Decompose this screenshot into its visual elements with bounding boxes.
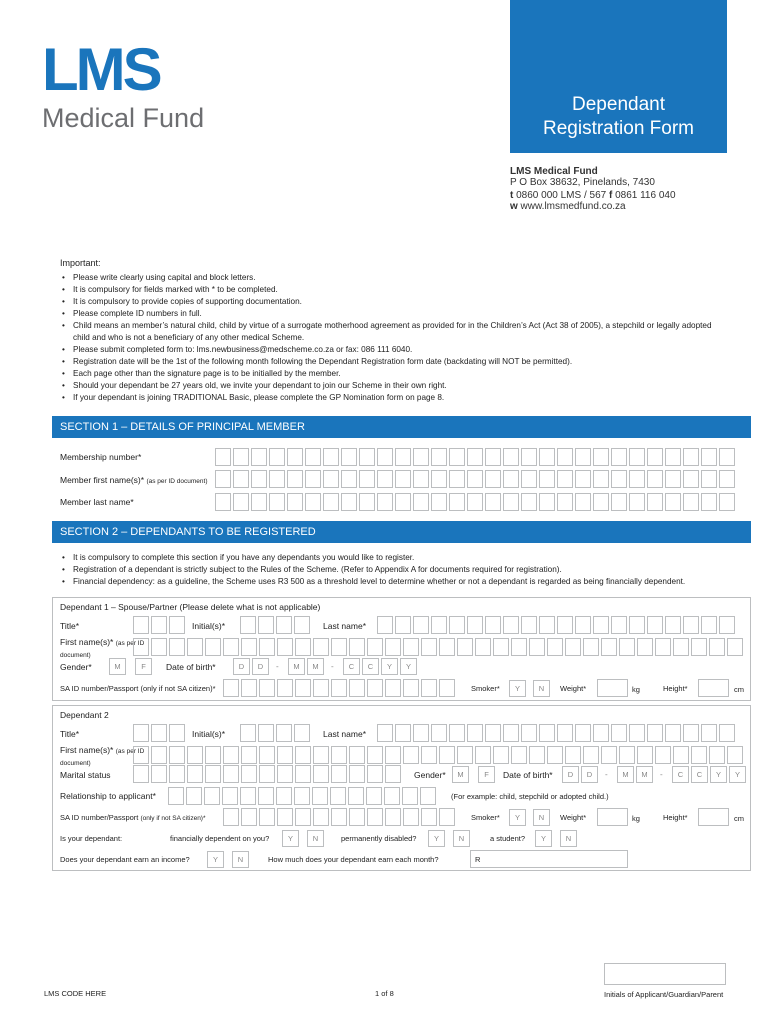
dep2-earn-income-label: Does your dependant earn an income? <box>60 855 190 864</box>
dep2-gender-label: Gender* <box>414 770 446 780</box>
dep2-first-names-note1: (as per ID <box>115 748 145 755</box>
dep1-dob-y2[interactable]: Y <box>400 658 417 675</box>
dep1-dob-c1[interactable]: C <box>343 658 360 675</box>
dep2-first-names-text: First name(s)* <box>60 745 114 755</box>
member-first-names-label <box>60 475 208 487</box>
dependant1-heading: Dependant 1 – Spouse/Partner (Please delete what is not applicable) <box>60 602 321 612</box>
dep2-earn-month-label: How much does your dependant earn each month? <box>268 855 439 864</box>
dep1-weight-input[interactable] <box>597 679 628 697</box>
important-item: • Please submit completed form to: lms.newbusiness@medscheme.co.za or fax: 086 111 6040. <box>60 344 720 356</box>
dep1-dob-d1[interactable]: D <box>233 658 250 675</box>
form-title-line1: Dependant <box>572 94 665 115</box>
dep2-weight-label: Weight* <box>560 813 587 822</box>
important-item: • Each page other than the signature page is to be initialled by the member. <box>60 368 720 380</box>
dep1-first-names-boxes[interactable] <box>133 638 745 656</box>
dep2-initials-boxes[interactable] <box>240 724 312 742</box>
dep1-dob-sep1: - <box>276 662 279 671</box>
dependant2-heading: Dependant 2 <box>60 710 109 720</box>
section2-header: SECTION 2 – DEPENDANTS TO BE REGISTERED <box>52 521 751 543</box>
dep2-is-dependant-label: Is your dependant: <box>60 834 123 843</box>
dep2-smoker-y[interactable]: Y <box>509 809 526 826</box>
dep2-last-name-label: Last name* <box>323 729 366 739</box>
dep2-disabled-label: permanently disabled? <box>341 834 417 843</box>
dep2-smoker-label: Smoker* <box>471 813 500 822</box>
contact-website[interactable]: www.lmsmedfund.co.za <box>517 201 626 212</box>
dep1-gender-m[interactable]: M <box>109 658 126 675</box>
dep2-first-names-note2: document) <box>60 760 91 767</box>
dep2-first-names-boxes[interactable] <box>133 746 745 764</box>
important-item: • Child means an member’s natural child, child by virtue of a surrogate motherhood agreement as provided for in the Children’s Act (Act 38 of 2005), a stepchild or legally adopted child and who is not a beneficiary of any other medical Scheme. <box>60 320 720 344</box>
dep1-smoker-label: Smoker* <box>471 684 500 693</box>
section1-header: SECTION 1 – DETAILS OF PRINCIPAL MEMBER <box>52 416 751 438</box>
contact-phone: 0860 000 LMS / 567 <box>513 190 609 201</box>
dep1-cm-unit: cm <box>734 685 744 694</box>
dep2-smoker-n[interactable]: N <box>533 809 550 826</box>
dep2-financially-label: financially dependent on you? <box>170 834 270 843</box>
logo-lms: LMS <box>42 36 160 103</box>
dep2-id-text: SA ID number/Passport <box>60 813 139 822</box>
important-item: • Please write clearly using capital and block letters. <box>60 272 720 284</box>
dep2-disabled-y[interactable]: Y <box>428 830 445 847</box>
dep2-initials-label: Initial(s)* <box>192 729 226 739</box>
dep2-height-input[interactable] <box>698 808 729 826</box>
dep1-kg-unit: kg <box>632 685 640 694</box>
dep1-smoker-n[interactable]: N <box>533 680 550 697</box>
important-title: Important: <box>60 258 101 268</box>
dep1-last-name-boxes[interactable] <box>377 616 737 634</box>
important-item: • Should your dependant be 27 years old, we invite your dependant to join our Scheme in their own right. <box>60 380 720 392</box>
member-first-names-text: Member first name(s)* <box>60 475 145 485</box>
dep2-dob-m2[interactable]: M <box>636 766 653 783</box>
dep2-weight-input[interactable] <box>597 808 628 826</box>
dep2-dob-sep2: - <box>660 770 663 779</box>
dep2-dob-y2[interactable]: Y <box>729 766 746 783</box>
dep2-relationship-label: Relationship to applicant* <box>60 791 156 801</box>
dep2-title-boxes[interactable] <box>133 724 187 742</box>
dep2-dob-d2[interactable]: D <box>581 766 598 783</box>
dep2-student-label: a student? <box>490 834 526 843</box>
dep1-gender-f[interactable]: F <box>135 658 152 675</box>
dep2-gender-f[interactable]: F <box>478 766 495 783</box>
dep2-marital-status-boxes[interactable] <box>133 765 403 783</box>
dep2-relationship-example: (For example: child, stepchild or adopted child.) <box>451 792 609 801</box>
dep1-initials-label: Initial(s)* <box>192 621 226 631</box>
contact-block <box>510 166 676 212</box>
initials-box[interactable] <box>604 963 726 985</box>
dep2-kg-unit: kg <box>632 814 640 823</box>
dep1-first-names-text: First name(s)* <box>60 637 114 647</box>
dep2-id-boxes[interactable] <box>223 808 457 826</box>
dep2-first-names-label <box>60 745 144 769</box>
dep1-dob-m2[interactable]: M <box>307 658 324 675</box>
dep2-id-note: (only if not SA citizen)* <box>140 815 206 822</box>
dep1-dob-sep2: - <box>331 662 334 671</box>
footer-code: LMS CODE HERE <box>44 989 107 998</box>
section2-note: • Registration of a dependant is strictly subject to the Rules of the Scheme. (Refer to Appendix A for documents required for registration). <box>60 564 760 576</box>
dep1-first-names-note2: document) <box>60 652 91 659</box>
member-first-names-note: (as per ID document) <box>146 478 208 485</box>
membership-number-label: Membership number* <box>60 452 142 462</box>
dep1-dob-d2[interactable]: D <box>252 658 269 675</box>
form-title-line2: Registration Form <box>543 118 694 139</box>
important-item: • It is compulsory to provide copies of supporting documentation. <box>60 296 720 308</box>
member-first-names-boxes[interactable] <box>215 470 737 488</box>
dep1-height-label: Height* <box>663 684 688 693</box>
dep2-cm-unit: cm <box>734 814 744 823</box>
dep2-gender-m[interactable]: M <box>452 766 469 783</box>
dep2-height-label: Height* <box>663 813 688 822</box>
dep1-first-names-note1: (as per ID <box>115 640 145 647</box>
dep1-height-input[interactable] <box>698 679 729 697</box>
dep1-dob-m1[interactable]: M <box>288 658 305 675</box>
web-label: w <box>510 201 518 212</box>
fax-label: f <box>608 190 613 201</box>
dep2-dob-c1[interactable]: C <box>672 766 689 783</box>
membership-number-boxes[interactable] <box>215 448 737 466</box>
important-list <box>60 272 720 404</box>
important-item: • Registration date will be the 1st of the following month following the Dependant Registration form date (backdating will NOT be permitted). <box>60 356 720 368</box>
member-last-name-label: Member last name* <box>60 497 134 507</box>
important-item: • If your dependant is joining TRADITIONAL Basic, please complete the GP Nomination form on page 8. <box>60 392 720 404</box>
dep2-title-label: Title* <box>60 729 80 739</box>
contact-name: LMS Medical Fund <box>510 166 598 177</box>
dep1-gender-label: Gender* <box>60 662 92 672</box>
dep2-dob-m1[interactable]: M <box>617 766 634 783</box>
member-last-name-boxes[interactable] <box>215 493 737 511</box>
dep2-financially-n[interactable]: N <box>307 830 324 847</box>
dep2-marital-status-label: Marital status <box>60 770 111 780</box>
dep2-last-name-boxes[interactable] <box>377 724 737 742</box>
dep2-dob-label: Date of birth* <box>503 770 553 780</box>
dep1-dob-y1[interactable]: Y <box>381 658 398 675</box>
dep1-last-name-label: Last name* <box>323 621 366 631</box>
page-number: 1 of 8 <box>375 989 394 998</box>
dep2-financially-y[interactable]: Y <box>282 830 299 847</box>
section2-notes <box>60 552 760 588</box>
important-item: • Please complete ID numbers in full. <box>60 308 720 320</box>
dep2-dob-d1[interactable]: D <box>562 766 579 783</box>
dep1-smoker-y[interactable]: Y <box>509 680 526 697</box>
dep1-title-boxes[interactable] <box>133 616 187 634</box>
dep2-dob-y1[interactable]: Y <box>710 766 727 783</box>
dep2-relationship-boxes[interactable] <box>168 787 438 805</box>
dep2-student-y[interactable]: Y <box>535 830 552 847</box>
logo-medical-fund: Medical Fund <box>42 103 205 133</box>
dep1-weight-label: Weight* <box>560 684 587 693</box>
dep1-id-boxes[interactable] <box>223 679 457 697</box>
dep2-earn-month-input[interactable] <box>470 850 628 868</box>
contact-fax: 0861 116 040 <box>612 190 676 201</box>
dep2-earn-income-y[interactable]: Y <box>207 851 224 868</box>
dep2-dob-sep1: - <box>605 770 608 779</box>
section2-note: • Financial dependency: as a guideline, the Scheme uses R3 500 as a threshold level to determine whether or not a dependant is regarded as being financially dependent. <box>60 576 760 588</box>
dep1-dob-c2[interactable]: C <box>362 658 379 675</box>
dep1-initials-boxes[interactable] <box>240 616 312 634</box>
important-item: • It is compulsory for fields marked with * to be completed. <box>60 284 720 296</box>
phone-label: t <box>510 190 514 201</box>
dep2-student-n[interactable]: N <box>560 830 577 847</box>
dep1-first-names-label <box>60 637 144 661</box>
dep1-title-label: Title* <box>60 621 80 631</box>
dep1-dob-label: Date of birth* <box>166 662 216 672</box>
dep2-disabled-n[interactable]: N <box>453 830 470 847</box>
dep2-earn-income-n[interactable]: N <box>232 851 249 868</box>
contact-address: P O Box 38632, Pinelands, 7430 <box>510 177 655 188</box>
section2-note: • It is compulsory to complete this section if you have any dependants you would like to register. <box>60 552 760 564</box>
dep2-dob-c2[interactable]: C <box>691 766 708 783</box>
dep1-id-label: SA ID number/Passport (only if not SA citizen)* <box>60 684 216 693</box>
form-title-box <box>510 0 727 153</box>
initials-label: Initials of Applicant/Guardian/Parent <box>604 990 724 999</box>
dep2-id-label <box>60 813 206 824</box>
currency-prefix: R <box>475 855 481 864</box>
